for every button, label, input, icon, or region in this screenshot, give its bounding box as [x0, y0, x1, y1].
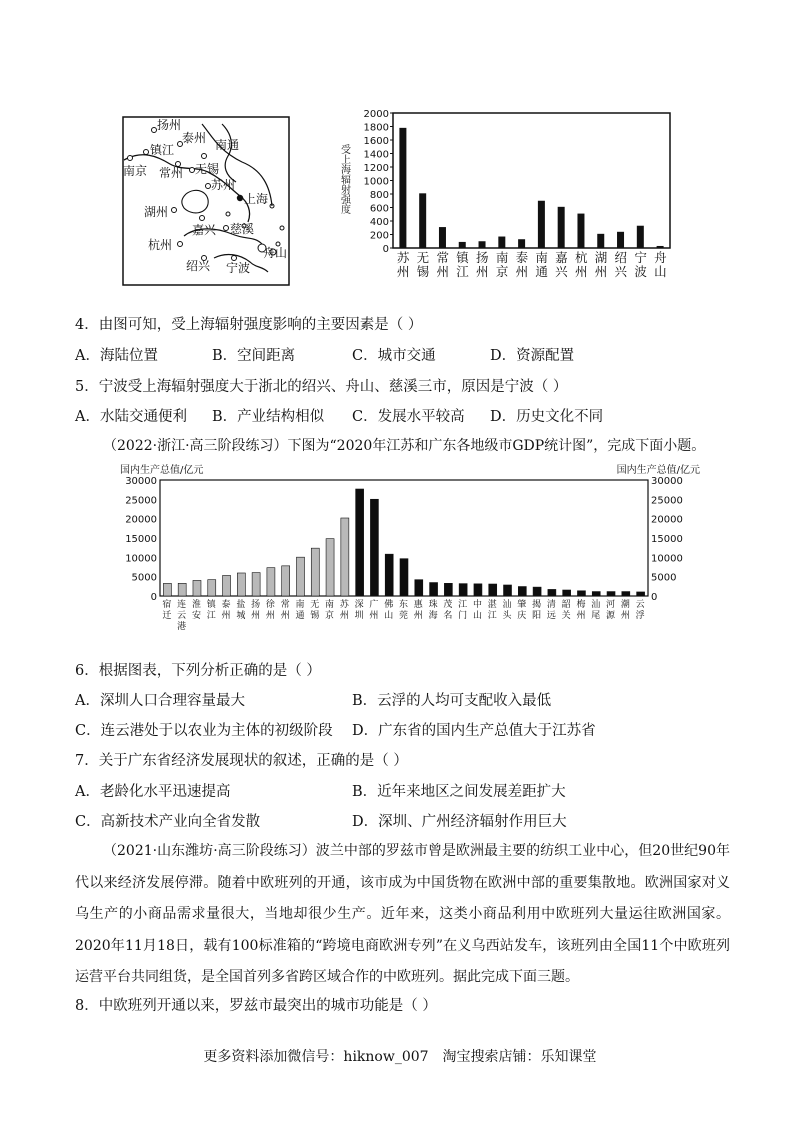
chart2-ytick-left: 10000 — [125, 553, 157, 565]
chart2-xtick: 淮安 — [191, 600, 201, 621]
q6-option-d: D．广东省的国内生产总值大于江苏省 — [352, 723, 596, 739]
chart2-ytick-left: 15000 — [125, 534, 157, 545]
chart2-bar — [341, 518, 349, 596]
chart2-bar — [489, 584, 497, 596]
chart2-bar — [548, 589, 556, 596]
map-label-yangzhou: 扬州 — [157, 118, 182, 132]
chart1-bar — [399, 128, 406, 248]
radiation-intensity-chart — [335, 104, 680, 289]
chart1-ytick: 1800 — [363, 122, 389, 134]
q6-option-c: C．连云港处于以农业为主体的初级阶段 — [75, 723, 333, 739]
chart2-bar — [193, 580, 201, 596]
map-label-wuxi: 无锡 — [195, 162, 220, 176]
chart2-xtick: 云浮 — [635, 600, 645, 621]
chart2-bar — [267, 568, 275, 596]
chart1-xtick: 无锡 — [416, 250, 430, 279]
map-label-ningbo: 宁波 — [226, 261, 251, 275]
chart1-ytick: 200 — [369, 230, 389, 242]
chart2-bar — [563, 590, 571, 596]
chart2-bar — [311, 548, 319, 596]
chart2-ylabel-right: 国内生产总值/亿元 — [616, 465, 700, 476]
chart1-xtick: 杭州 — [574, 250, 588, 279]
chart1-xtick: 嘉兴 — [555, 250, 568, 279]
chart2-xtick: 南京 — [325, 600, 335, 621]
chart2-bar — [370, 499, 378, 596]
gdp-chart — [120, 462, 700, 640]
map-label-jiaxing: 嘉兴 — [192, 223, 217, 237]
chart2-ytick-right: 10000 — [651, 553, 683, 565]
q4-option-d: D．资源配置 — [490, 348, 575, 364]
chart1-ytick: 600 — [369, 203, 389, 215]
map-label-nantong: 南通 — [215, 138, 240, 152]
q4-option-b: B．空间距离 — [212, 348, 296, 364]
chart2-xtick: 佛山 — [384, 600, 394, 621]
chart2-bar — [444, 583, 452, 596]
chart1-ytick: 1000 — [363, 176, 389, 188]
chart2-xtick: 广州 — [369, 600, 379, 621]
map-label-taizhou: 泰州 — [182, 131, 207, 145]
chart1-bar — [558, 207, 565, 248]
chart2-xtick: 梅州 — [576, 600, 586, 621]
chart2-xtick: 扬州 — [251, 600, 261, 621]
q5-option-b: B．产业结构相似 — [212, 409, 325, 425]
chart2-bar — [607, 592, 615, 596]
chart2-bar — [518, 587, 526, 596]
chart2-bar — [296, 557, 304, 596]
chart1-ytick: 1400 — [363, 149, 389, 161]
footer: 更多资料添加微信号：hiknow_007 淘宝搜索店铺：乐知课堂 — [203, 1049, 597, 1065]
chart2-xtick: 泰州 — [221, 600, 231, 621]
q7-option-a: A．老龄化水平迅速提高 — [75, 784, 231, 800]
chart2-bar — [356, 489, 364, 596]
chart1-ytick: 1600 — [363, 136, 389, 147]
chart1-ytick: 0 — [382, 244, 389, 255]
chart2-bar — [326, 539, 334, 596]
chart2-xtick: 汕头 — [502, 600, 512, 621]
chart2-ytick-left: 0 — [150, 592, 157, 603]
chart2-xtick: 连云港 — [177, 600, 187, 632]
chart2-xtick: 湛江 — [487, 600, 497, 621]
chart2-ytick-right: 20000 — [651, 514, 683, 526]
chart2-ytick-right: 0 — [651, 592, 658, 603]
map-label-zhoushan: 舟山 — [263, 246, 288, 260]
chart1-xtick: 南通 — [535, 250, 548, 279]
map-label-cixi: 慈溪 — [230, 222, 255, 236]
map-label-shaoxing: 绍兴 — [186, 259, 211, 273]
chart2-xtick: 潮州 — [620, 600, 630, 621]
question-7-stem: 7．关于广东省经济发展现状的叙述，正确的是（ ） — [75, 753, 408, 769]
chart2-bar — [163, 583, 171, 596]
q6-option-b: B．云浮的人均可支配收入最低 — [352, 693, 552, 709]
chart1-ytick: 800 — [369, 190, 389, 201]
chart2-bar — [223, 575, 231, 596]
chart2-xtick: 镇江 — [206, 600, 216, 621]
chart2-ytick-right: 30000 — [651, 476, 683, 487]
question-6-stem: 6．根据图表，下列分析正确的是（ ） — [75, 663, 321, 679]
chart2-xtick: 无锡 — [310, 600, 320, 621]
chart2-xtick: 常州 — [280, 600, 290, 621]
chart2-ytick-right: 5000 — [651, 572, 677, 584]
chart1-xtick: 南京 — [495, 250, 509, 279]
chart2-ytick-left: 30000 — [125, 476, 157, 487]
chart2-xtick: 徐州 — [265, 600, 275, 621]
chart2-bar — [237, 573, 245, 596]
chart2-xtick: 清远 — [546, 600, 556, 621]
chart2-bar — [252, 573, 260, 596]
intro-2022: （2022·浙江·高三阶段练习）下图为“2020年江苏和广东各地级市GDP统计图”，完成下面小题。 — [103, 438, 706, 454]
chart1-xtick: 镇江 — [456, 250, 469, 279]
chart1-bar — [479, 241, 486, 248]
chart2-xtick: 东莞 — [399, 600, 409, 621]
yangtze-delta-map — [122, 116, 290, 286]
chart2-bar — [400, 559, 408, 596]
chart2-bar — [385, 554, 393, 596]
map-label-shanghai: 上海 — [244, 192, 269, 206]
q7-option-c: C．高新技术产业向全省发散 — [75, 814, 261, 830]
chart1-bar — [617, 232, 624, 248]
chart2-bar — [178, 583, 186, 596]
chart1-bar — [518, 239, 525, 248]
chart1-xtick: 湖州 — [594, 250, 608, 279]
q4-option-c: C．城市交通 — [352, 348, 436, 364]
chart2-ytick-left: 25000 — [125, 495, 157, 507]
chart2-bar — [430, 583, 438, 596]
chart2-xtick: 深圳 — [354, 600, 364, 621]
question-4-stem: 4．由图可知，受上海辐射强度影响的主要因素是（ ） — [75, 317, 423, 333]
map-label-huzhou: 湖州 — [144, 205, 169, 219]
chart1-xtick: 常州 — [436, 250, 449, 279]
chart1-bar — [637, 226, 644, 248]
chart1-bar — [657, 246, 664, 248]
chart1-xtick: 扬州 — [476, 250, 489, 279]
chart1-bar — [439, 227, 446, 248]
chart2-bar — [415, 580, 423, 596]
chart1-bar — [538, 201, 545, 248]
q5-option-d: D．历史文化不同 — [490, 409, 604, 425]
chart2-xtick: 江门 — [458, 600, 468, 621]
chart2-ytick-right: 25000 — [651, 495, 683, 507]
chart2-ytick-right: 15000 — [651, 534, 683, 545]
q6-option-a: A．深圳人口合理容量最大 — [75, 693, 245, 709]
question-5-stem: 5．宁波受上海辐射强度大于浙北的绍兴、舟山、慈溪三市，原因是宁波（ ） — [75, 379, 568, 395]
q4-option-a: A．海陆位置 — [75, 348, 158, 364]
chart2-bar — [637, 592, 645, 596]
chart2-xtick: 中山 — [472, 600, 482, 621]
chart2-xtick: 盐城 — [236, 600, 246, 621]
chart2-xtick: 南通 — [295, 600, 305, 621]
q5-option-a: A．水陆交通便利 — [75, 409, 187, 425]
chart2-xtick: 肇庆 — [517, 600, 527, 621]
chart2-bar — [282, 566, 290, 596]
chart2-xtick: 惠州 — [413, 600, 423, 621]
q7-option-d: D．深圳、广州经济辐射作用巨大 — [352, 814, 567, 830]
chart1-xtick: 绍兴 — [614, 250, 628, 279]
chart1-frame — [393, 113, 670, 248]
chart2-ylabel-left: 国内生产总值/亿元 — [120, 465, 204, 476]
chart2-bar — [592, 592, 600, 596]
question-8-stem: 8．中欧班列开通以来，罗兹市最突出的城市功能是（ ） — [75, 998, 437, 1014]
map-label-zhenjiang: 镇江 — [150, 143, 175, 157]
chart2-bar — [459, 584, 467, 596]
passage-2021: （2021·山东潍坊·高三阶段练习）波兰中部的罗兹市曾是欧洲最主要的纺织工业中心，但20世纪90年代以来经济发展停滞。随着中欧班列的开通，该市成为中国货物在欧洲中部的重要集散地。欧洲国家对义乌生产的小商品需求量很大，当地却很少生产。近年来，这类小商品利用中欧班列大量运往欧洲国家。2020年11月18日，载有100标准箱的“跨境电商欧洲专列”在义乌西站发车，该班列由全国11个中欧班列运营平台共同组货，是全国首列多省跨区域合作的中欧班列。据此完成下面三题。 — [75, 843, 730, 985]
chart1-bar — [597, 234, 604, 248]
chart1-ytick: 2000 — [363, 109, 389, 120]
chart1-xtick: 宁波 — [634, 250, 647, 279]
chart2-xtick: 揭阳 — [532, 600, 542, 621]
chart2-bar — [474, 584, 482, 596]
chart2-xtick: 茂名 — [443, 600, 453, 621]
chart1-bar — [459, 242, 466, 248]
chart2-bar — [208, 580, 216, 596]
chart1-bar — [577, 214, 584, 248]
chart2-xtick: 韶关 — [561, 600, 571, 621]
chart2-bar — [533, 587, 541, 596]
chart1-ytick: 1200 — [363, 163, 389, 174]
map-label-nanjing: 南京 — [123, 164, 148, 178]
q5-option-c: C．发展水平较高 — [352, 409, 465, 425]
chart2-ytick-left: 5000 — [131, 572, 157, 584]
chart2-xtick: 宿迁 — [162, 600, 172, 621]
chart1-ylabel: 受上海辐射强度 — [338, 144, 350, 214]
chart2-xtick: 珠海 — [428, 600, 438, 621]
map-label-suzhou: 苏州 — [211, 178, 236, 192]
chart2-bar — [622, 592, 630, 596]
chart2-bar — [577, 591, 585, 596]
chart1-ytick: 400 — [369, 217, 389, 228]
chart1-xtick: 苏州 — [396, 250, 410, 279]
chart1-bar — [498, 237, 505, 248]
chart2-xtick: 苏州 — [339, 600, 349, 621]
chart1-bar — [419, 193, 426, 248]
map-label-hangzhou: 杭州 — [148, 238, 173, 252]
chart2-xtick: 河源 — [606, 600, 616, 621]
chart1-xtick: 舟山 — [654, 250, 667, 279]
map-label-changzhou: 常州 — [159, 166, 184, 180]
chart2-bar — [504, 585, 512, 596]
q7-option-b: B．近年来地区之间发展差距扩大 — [352, 784, 566, 800]
chart2-ytick-left: 20000 — [125, 514, 157, 526]
chart1-xtick: 泰州 — [515, 250, 529, 279]
chart2-xtick: 汕尾 — [591, 600, 601, 621]
